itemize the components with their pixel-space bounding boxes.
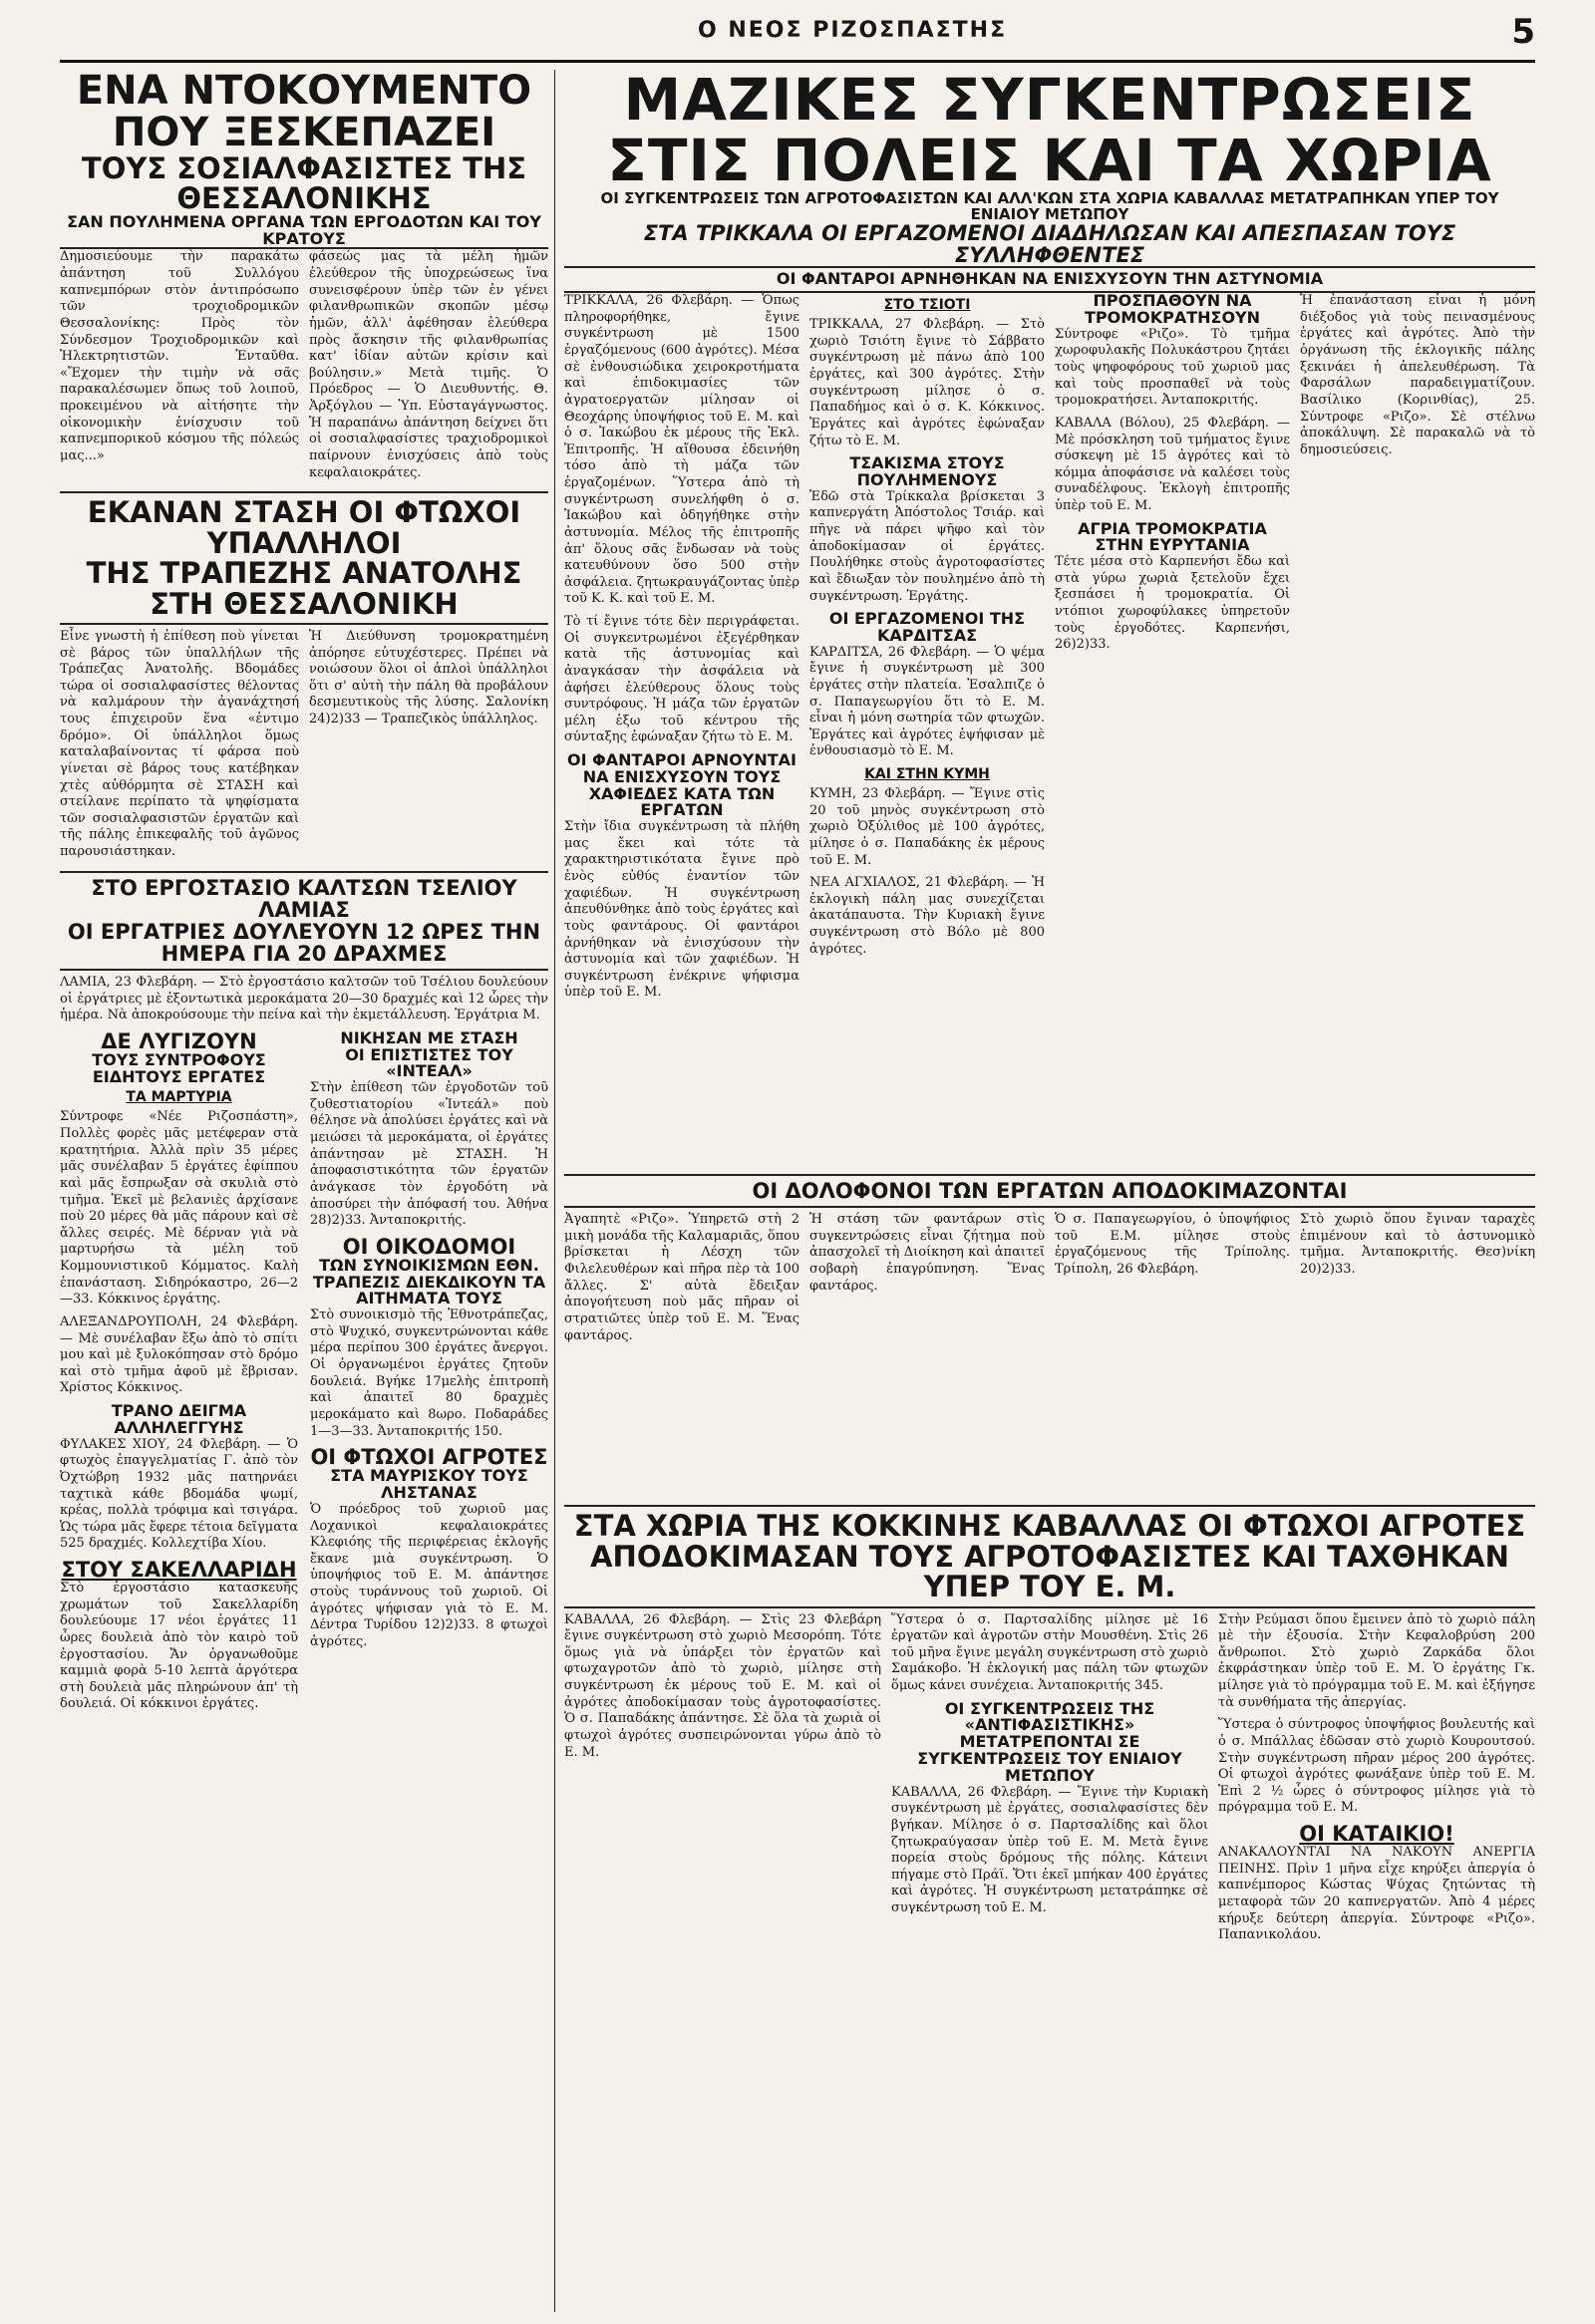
murderers-section: [564, 1212, 1535, 1501]
headline-soldiers-refused: ΟΙ ΦΑΝΤΑΡΟΙ ΑΡΝΗΘΗΚΑΝ ΝΑ ΕΝΙΣΧΥΣΟΥΝ ΤΗΝ ΑΣΤΥΝΟΜΙΑ: [564, 266, 1535, 293]
article-kymi-body: ΚΥΜΗ, 23 Φλεβάρη. — Ἔγινε στὶς 20 τοῦ μηνὸς συγκέντρωση στὸ χωριὸ Ὀξύλιθος μὲ 100 ἀγρότες, μίλησε ὁ σ. Παπαδάκης ἐκ μέρους τοῦ Ε. Μ.: [809, 786, 1045, 868]
article-sakellaridi-body: Στὸ ἐργοστάσιο κατασκευῆς χρωμάτων τοῦ Σακελλαρίδη δουλεύουμε 17 νέοι ἐργάτες 11 ὧρες δουλειὰ ἀπὸ τὸν καιρὸ τοῦ ἐργοστασίου. Ἄν ὀργανωθοῦμε καμμιὰ φορὰ 5-10 λεπτὰ ἀργότερα στὴ δουλειὰ μᾶς πληρώνουν ἀπ' τὴ δουλειά. Οἱ κόκκινοι ἐργάτες.: [60, 1581, 298, 1712]
newspaper-title: Ο ΝΕΟΣ ΡΙΖΟΣΠΑΣΤΗΣ: [698, 18, 1008, 43]
headline-sakellaridi: ΣΤΟΥ ΣΑΚΕΛΛΑΡΙΔΗ: [61, 1558, 297, 1583]
headline-builders: ΟΙ ΟΙΚΟΔΟΜΟΙ: [342, 1234, 516, 1259]
page-number: 5: [1511, 12, 1535, 52]
mid-left-subcolumn: [310, 1027, 548, 1719]
article-kavala-body-3: Στὴν Ρεύμασι ὅπου ἔμεινεν ἀπὸ τὸ χωριὸ πάλη μὲ τὴν ἐξουσία. Στὴν Κεφαλοβρύση 200 ἄνθρωποι. Στὸ χωριὸ Ζαρκάδα ὅλοι ἐκφράστηκαν ὑπὲρ τοῦ Ε. Μ. Ὁ ἐργάτης Γκ. μίλησε γιὰ τὸ πρόγραμμα τοῦ Ε. Μ. καὶ ἐξήγησε τὰ συνθήματα τῆς ἀπεργίας.: [1218, 1611, 1535, 1710]
bank-strike-box: [60, 491, 548, 625]
headline-poor-farmers: ΟΙ ΦΤΩΧΟΙ ΑΓΡΟΤΕΣ: [310, 1445, 548, 1470]
article-evrytania-body: Τέτε μέσα στὸ Καρπενήσι ἔδω καὶ στὰ γύρω χωριὰ ξετελοῦν ἔχει ξεσπάσει ἡ τρομοκρατία. Οἱ ντόπιοι χωροφύλακες ὑπηρετοῦν τοὺς ἐργοδότες. Καρπενήσι, 26)2)33.: [1055, 554, 1290, 653]
article-chios-body: ΦΥΛΑΚΕΣ ΧΙΟΥ, 24 Φλεβάρη. — Ὁ φτωχὸς ἐπαγγελματίας Γ. ἀπὸ τὸν Ὀχτώβρη 1932 μᾶς πατηρνάει ταχτικὰ κάθε βδομάδα ψωμί, κρέας, πολλὰ τρόφιμα καὶ τσιγάρα. Ὡς τώρα μᾶς ἔφερε τέτοια δεῖγματα 525 δραχμές. Κολλεχτίβα Χίου.: [60, 1436, 298, 1552]
article-murderers-body-2: Ἡ στάση τῶν φαντάρων στὶς συγκεντρώσεις εἶναι ζήτημα ποὺ ἀπασχολεῖ τὴ Διοίκηση καὶ ἀπαιτεῖ σοβαρὴ ἐπαγρύπνηση. Ἕνας φαντάρος.: [809, 1212, 1045, 1294]
headline-ideal-workers: ΟΙ ΕΠΙΣΤΙΣΤΕΣ ΤΟΥ «ΙΝΤΕΑΛ»: [345, 1044, 513, 1081]
article-trikala-body: ΤΡΙΚΚΑΛΑ, 26 Φλεβάρη. — Ὁπως πληροφορήθηκε, ἔγινε συγκέντρωση μὲ 1500 ἐργαζόμενους (600 ἀγρότες). Μέσα σὲ ἐνθουσιώδικα χειροκροτήματα καὶ ἐπιδοκιμασίες τῶν ἀγρατοεργατῶν μίλησαν οἱ Θεοχάρης ὑποψήφιος τοῦ Ε. Μ. καὶ ὁ σ. Ἰακώβου ἐκ μέρους τῆς Ἐκλ. Ἐπιτροπῆς. Ἡ αἴθουσα ἐδεινήθη τόσο ἀπὸ τὴ μάζα τῶν ἐργαζομένων. Ὕστερα ἀπὸ τὴ συγκέντρωση συνελήφθη ὁ σ. Ἰακώβου καὶ ὁδηγήθηκε στὴν ἀστυνομία. Μέλος τῆς ἐπιτροπῆς ἀπ' ὅλους σᾶς ἔνδωσαν νὰ τοὺς κατευθύνουν ὅσο 500 στὴν ἀσφάλεια. ζητωκραυγάζοντας ὑπὲρ τοῦ Κ. Κ. καὶ τοῦ Ε. Μ.: [564, 293, 799, 607]
trikala-col-3: [1055, 293, 1290, 1170]
article-tripoli-body: Ὁ σ. Παπαγεωργίου, ὁ ὑποψήφιος τοῦ Ε.Μ. μίλησε στοὺς ἐργαζόμενους τῆς Τρίπολης. Τρίπολη, 26 Φλεβάρη.: [1055, 1212, 1290, 1278]
article-ideal-body: Στὴν ἐπίθεση τῶν ἐργοδοτῶν τοῦ ζυθεστιατορίου «Ἰντεάλ» ποὺ θέλησε νὰ ἀπολύσει ἐργάτες καὶ νὰ μειώσει τὰ μεροκάματα, οἱ ἐργάτες ἀπάντησαν μὲ ΣΤΑΣΗ. Ἡ ἀποφασιστικότητα τῶν ἐργατῶν ἀνάγκασε τὸν ἐργοδότη νὰ ἀποσύρει τὴν ἀπόφασή του. Ἀθήνα 28)2)33. Ἀνταποκριτής.: [310, 1080, 548, 1229]
article-murderers-body: Ἀγαπητὲ «Ριζο». Ὑπηρετῶ στὴ 2 μικὴ μονάδα τῆς Καλαμαριᾶς, ὅπου βρίσκεται ἡ Λέσχη τῶν Φιλελευθέρων καὶ πῆρα πὲρ τὰ 100 ἄλλες. Σ' αὐτὰ ἔδειξαν ἀπογοήτευση ποὺ μᾶς πῆραν οἱ στρατιῶτες ὑπὲρ τοῦ Ε. Μ. Ἕνας φαντάρος.: [564, 1212, 799, 1343]
masthead: [60, 12, 1535, 63]
kavala-col-2: [891, 1612, 1208, 1950]
headline-workers-torture: ΤΟΥΣ ΣΥΝΤΡΟΦΟΥΣ ΕΙΔΗΤΟΥΣ ΕΡΓΑΤΕΣ: [92, 1049, 266, 1086]
kavala-section: [564, 1612, 1535, 1950]
trikala-col-1: [564, 293, 799, 1170]
article-antifascist-body: ΚΑΒΑΛΛΑ, 26 Φλεβάρη. — Ἔγινε τὴν Κυριακὴ συγκέντρωση μὲ ἐργάτες, σοσιαλφασίστες δὲν βγήκαν. Μίλησε ὁ σ. Παρτσαλίδης καὶ ὅλοι ζητωκραύγασαν ὑπὲρ τοῦ Ε. Μ. Μετὰ ἔγινε πορεία στοὺς δρόμους τῆς πόλης. Κάτεινι πήγαμε στὸ Πράϊ. Ὅτι ἐκεῖ μπήκαν 400 ἐργάτες καὶ ἀγρότες. Ἡ συγκέντρωση μετατράπηκε σὲ συγκέντρωση τοῦ Ε. Μ.: [891, 1784, 1208, 1916]
subheading-martyria: ΤΑ ΜΑΡΤΥΡΙΑ: [126, 1089, 232, 1106]
subheading-kymi: ΚΑΙ ΣΤΗΝ ΚΥΜΗ: [864, 766, 990, 783]
headline-antifascist-gatherings: ΟΙ ΣΥΓΚΕΝΤΡΩΣΕΙΣ ΤΗΣ «ΑΝΤΙΦΑΣΙΣΤΙΚΗΣ» ΜΕΤΑΤΡΕΠΟΝΤΑΙ ΣΕ ΣΥΓΚΕΝΤΡΩΣΕΙΣ ΤΟΥ ΕΝΙΑΙΟΥ ΜΕΤΩΠΟΥ: [917, 1698, 1182, 1785]
headline-murderers: ΟΙ ΔΟΛΟΦΟΝΟΙ ΤΩΝ ΕΡΓΑΤΩΝ ΑΠΟΔΟΚΙΜΑΖΟΝΤΑΙ: [752, 1179, 1348, 1204]
headline-bank-anatolis: ΤΗΣ ΤΡΑΠΕΖΗΣ ΑΝΑΤΟΛΗΣ ΣΤΗ ΘΕΣΣΑΛΟΝΙΚΗ: [86, 556, 522, 621]
article-karditsa-body: ΚΑΡΔΙΤΣΑ, 26 Φλεβάρη. — Ὁ ψέμα ἔγινε ἡ συγκέντρωση μὲ 300 ἐργάτες στὴν πλατεία. Ἐσαλπιζε ὁ σ. Παπαγεωργίου ὅτι τὸ Ε. Μ. εἶναι ἡ μόνη σωτηρία τῶν φτωχῶν. Ἐργάτες καὶ ἀγρότες ἐψήφισαν μὲ ἐνθουσιασμὸ τὸ Ε. Μ.: [809, 644, 1045, 759]
headline-mass-gatherings: ΜΑΖΙΚΕΣ ΣΥΓΚΕΝΤΡΩΣΕΙΣ ΣΤΙΣ ΠΟΛΕΙΣ ΚΑΙ ΤΑ ΧΩΡΙΑ: [607, 70, 1492, 194]
article-bank-body: Εἶνε γνωστὴ ἡ ἐπίθεση ποὺ γίνεται σὲ βάρος τῶν ὑπαλλήλων τῆς Τράπεζας Ἀνατολῆς. Βδομάδες τώρα οἱ σοσιαλφασίστες θέλοντας νὰ καλμάρουν τὴν ἀγανάχτησή τους ἐπιχειροῦν ἕνα «ἐντιμο δρόμο». Οἱ ὑπάλληλοι ὅμως καταλαβαίνοντας τί φάρσα ποὺ γίνεται σὲ βάρος τους κατέβηκαν χτὲς αὐθόρμητα σὲ ΣΤΑΣΗ καὶ στείλανε περίπατο τὰ ψηφίσματα τῶν σοσιαλφασιστῶν ἐργατῶν καὶ τῆς πάλης ἐπικεφαλῆς τοῦ ἀγῶνος παρουσιάστηκαν.: [60, 628, 299, 860]
article-agchialos-body: ΝΕΑ ΑΓΧΙΑΛΟΣ, 21 Φλεβάρη. — Ἡ ἐκλογικὴ πάλη μας συνεχίζεται ἀκατάπαυστα. Τὴν Κυριακὴ ἔγινε συγκέντρωση στὸ Βόλο μὲ 800 ἀγρότες.: [809, 875, 1045, 957]
red-kavala-box: [564, 1505, 1535, 1607]
headline-soldiers-refuse-spies: ΟΙ ΦΑΝΤΑΡΟΙ ΑΡΝΟΥΝΤΑΙ ΝΑ ΕΝΙΣΧΥΣΟΥΝ ΤΟΥΣ ΧΑΦΙΕΔΕΣ ΚΑΤΑ ΤΩΝ ΕΡΓΑΤΩΝ: [567, 750, 797, 820]
stocking-factory-box: [60, 871, 548, 971]
kavala-col-3: [1218, 1612, 1535, 1950]
article-terrorize-body: Σύντροφε «Ριζο». Τὸ τμῆμα χωροφυλακῆς Πολυκάστρου ζητάει τοὺς ψηφοφόρους τοῦ χωριοῦ μας καὶ τοὺς προσπαθεῖ νὰ τοὺς τρομοκρατήσει. Ἀνταποκριτής.: [1055, 326, 1290, 409]
trikala-col-2: [809, 293, 1045, 1170]
article-kavala-body: ΚΑΒΑΛΛΑ, 26 Φλεβάρη. — Στὶς 23 Φλεβάρη ἔγινε συγκέντρωση στὸ χωριὸ Μεσορόπη. Τότε ὅμως γιὰ νὰ ὑπάρξει τὸν ἐργατῶν καὶ φτωχαγροτῶν ἀπὸ τὸ χωριὸ, μίλησε στὴ συγκέντρωση ἐκ μέρους τοῦ Ε. Μ. καὶ οἱ ἀγρότες ἀποδοκίμασαν τοὺς ἀγροτοφασίστες. Ὁ σ. Παπαδάκης ἀπάντησε. Σὲ ὅλα τὰ χωριὰ οἱ φτωχοὶ ἀγρότες συσπειρώνονται γύρω ἀπὸ τὸ Ε. Μ.: [564, 1611, 881, 1760]
article-trikala-body-2: Τὸ τί ἔγινε τότε δὲν περιγράφεται. Οἱ συγκεντρωμένοι ἐξεγέρθηκαν κατὰ τῆς ἀστυνομίας καὶ ἀναγκάσαν τὴν ἀσφάλεια νὰ ἀφήσει ἐλεύθερους ὅλους τοὺς συντρόφους. Ἡ μάζα τῶν ἐργατῶν μέλη ἐξω τοῦ κέντρου τῆς σύνταξης ἐφώναξαν ζήτω τὸ Ε. Μ.: [564, 614, 799, 745]
headline-red-kavala: ΣΤΑ ΧΩΡΙΑ ΤΗΣ ΚΟΚΚΙΝΗΣ ΚΑΒΑΛΛΑΣ ΟΙ ΦΤΩΧΟΙ ΑΓΡΟΤΕΣ: [573, 1509, 1526, 1544]
article-lamia-body: ΛΑΜΙΑ, 23 Φλεβάρη. — Στὸ ἐργοστάσιο καλτσῶν τοῦ Τσέλιου δουλεύουν οἱ ἐργάτριες μὲ ἐξοντωτικὰ μεροκάματα 20—30 δραχμές καὶ 12 ὧρες τὴν ἡμέρα. Νὰ ἀποκρούσουμε τὴν πείνα καὶ τὴν ἐκμετάλλευση. Ἐργάτρια Μ.: [60, 974, 548, 1023]
headline-solidarity: ΤΡΑΝΟ ΔΕΙΓΜΑ ΑΛΛΗΛΕΓΓΥΗΣ: [111, 1401, 247, 1437]
article-farmers-body: Ὁ πρόεδρος τοῦ χωριοῦ μας Λοχανικοὶ κεφαλαιοκράτες Κλεφιόης τῆς περιφέρειας ἐκλογῆς ἔκανε μιὰ συγκέντρωση. Ὁ ὑποψήφιος τοῦ Ε. Μ. ἀπάντησε στοὺς τυράννους τοῦ χωριοῦ. Οἱ ἀγρότες ψήφισαν γιὰ τὸ Ε. Μ. Δέντρα Τυρίδου 12)2)33. 8 φτωχοὶ ἀγρότες.: [310, 1501, 548, 1649]
headline-dont-bend: ΔΕ ΛΥΓΙΖΟΥΝ: [101, 1028, 257, 1053]
article-document-body-continued: φάσεώς μας τὰ μέλη ἡμῶν ἐλεύθερον τῆς ὑποχρεώσεως ἵνα συνεισφέρουν ὑπὲρ τῶν ἐν γένει φιλανθρωπικῶν σκοπῶν μέσῳ ἡμῶν, ἀλλ' ἀφέθησαν ἐλεύθερα πρὸς ἄσκησιν τῆς φιλανθρωπίας κατ' ἰδίαν αὐτῶν κρίσιν καὶ βούλησιν.» Μετὰ τιμῆς. Ὁ Πρόεδρος — Ὁ Διευθυντής. Θ. Ἀρξόγλου — Ὑπ. Εὐσταγάγνωστος. Ἡ παραπάνω ἀπάντηση δείχνει ὅτι οἱ σοσιαλφασίστες τραχιοδρομικοὶ παίρνουν ἐνισχύσεις ἀπὸ τοὺς κεφαλαιοκράτες.: [309, 249, 548, 480]
trikala-col-4: [1300, 293, 1535, 1170]
article-tsioti-body: ΤΡΙΚΚΑΛΑ, 27 Φλεβάρη. — Στὸ χωριὸ Τσιότη ἔγινε τὸ Σάββατο συγκέντρωση μὲ πάνω ἀπὸ 100 ἐργάτες, καὶ 300 ἀγρότες. Στὴν συγκέντρωση μίλησε ὁ σ. Παπαδήμος καὶ ὁ σ. Κ. Κόκκινος. Ἐργάτες καὶ ἀγρότες ἐφώναξαν ζήτω τὸ Ε. Μ.: [809, 317, 1045, 448]
article-torture-body: Σύντροφε «Νέε Ριζοσπάστη», Πολλὲς φορὲς μᾶς μετέφεραν στὰ κρατητήρια. Ἀλλὰ πρὶν 35 μέρες μᾶς συνέλαβαν 5 ἐργάτες ἐφίππου καὶ μᾶς ἔσπρωξαν σὰ σκυλιὰ στὸ τμῆμα. Ἐκεῖ μὲ βελανιὲς ἀρχίσανε ποὺ 20 μέρες θὰ μᾶς πάρουν καὶ σὲ ἄλλες σειρές. Μὲ δέρναν γιὰ νὰ μαρτυρήσω τὰ μέλη τοῦ Κομμουνιστικοῦ Κόμματος. Καλὴ ἐπανάσταση. Σιδηρόκαστρο, 26—2—33. Κόκκινος ἐργάτης.: [60, 1109, 298, 1307]
headline-rejected-agrofascists: ΑΠΟΔΟΚΙΜΑΣΑΝ ΤΟΥΣ ΑΓΡΟΤΟΦΑΣΙΣΤΕΣ ΚΑΙ ΤΑΧΘΗΚΑΝ ΥΠΕΡ ΤΟΥ Ε. Μ.: [590, 1539, 1509, 1604]
headline-builders-demands: ΤΩΝ ΣΥΝΟΙΚΙΣΜΩΝ ΕΘΝ. ΤΡΑΠΕΖΙΣ ΔΙΕΚΔΙΚΟΥΝ ΤΑ ΑΙΤΗΜΑΤΑ ΤΟΥΣ: [312, 1255, 546, 1308]
headline-bank-strike: ΕΚΑΝΑΝ ΣΤΑΣΗ ΟΙ ΦΤΩΧΟΙ ΥΠΑΛΛΗΛΟΙ: [87, 495, 521, 560]
article-kavala-volou-body: ΚΑΒΑΛΑ (Βόλου), 25 Φλεβάρη. — Μὲ πρόσκληση τοῦ τμήματος ἔγινε σύσκεψη μὲ 15 ἀγρότες καὶ τὸ κόμμα ἀποφάσισε νὰ καλέσει τοὺς συναδέλφους. Ἐκλογὴ ἐπιτροπῆς ὑπὲρ τοῦ Ε. Μ.: [1055, 415, 1290, 514]
headline-sold-ones: ΤΣΑΚΙΣΜΑ ΣΤΟΥΣ ΠΟΥΛΗΜΕΝΟΥΣ: [849, 453, 1005, 489]
headline-socialfascists: ΤΟΥΣ ΣΟΣΙΑΛΦΑΣΙΣΤΕΣ ΤΗΣ ΘΕΣΣΑΛΟΝΙΚΗΣ: [81, 151, 527, 216]
headline-evrytania: ΑΓΡΙΑ ΤΡΟΜΟΚΡΑΤΙΑ ΣΤΗΝ ΕΥΡΥΤΑΝΙΑ: [1078, 518, 1267, 555]
right-area: [564, 70, 1535, 2312]
headline-trikala-demonstration: ΣΤΑ ΤΡΙΚΚΑΛΑ ΟΙ ΕΡΓΑΖΟΜΕΝΟΙ ΔΙΑΔΗΛΩΣΑΝ ΚΑΙ ΑΠΕΣΠΑΣΑΝ ΤΟΥΣ ΣΥΛΛΗΦΘΕΝΤΕΣ: [643, 221, 1456, 268]
article-farmers-right-body: Ἡ ἐπανάσταση εἶναι ἡ μόνη διέξοδος γιὰ τοὺς πεινασμένους ἐργάτες καὶ ἀγρότες. Ἀπὸ τὴν ὀργάνωση τῆς ἐκλογικῆς πάλης ξεκινάει ἡ ἀπελευθέρωση. Τὰ Φαρσάλων παραδειγματίζουν. Βασίλικο (Κορινθίας), 25. Σύντροφε «Ριζο». Σὲ στέλνω ἀποκάλυψη. Σὲ παρακαλῶ νὰ τὸ δημοσιεύσεις.: [1300, 293, 1535, 457]
murderers-box: [564, 1174, 1535, 1208]
left-column: [60, 70, 548, 2312]
article-soldiers-body: Στὴν ἴδια συγκέντρωση τὰ πλήθη μας ἔκει καὶ τότε τὰ χαρακτηριστικότατα ἔγινε πρὸ ἑνὸς εὐθύς ἐναντίον τῶν χαφιέδων. Ἡ συγκέντρωση ἀπευθύνθηκε ἀπὸ τοὺς ἐργάτες καὶ τοὺς φαντάρους. Οἱ φαντάροι ἀρνήθηκαν νὰ ἐνισχύσουν τὴν ἀστυνομία καὶ τῶν χαφιέδων. Ἡ συγκέντρωση ἐνέκρινε ψήφισμα ὑπὲρ τοῦ Ε. Μ.: [564, 819, 799, 1001]
headline-won-with-strike: ΝΙΚΗΣΑΝ ΜΕ ΣΤΑΣΗ: [340, 1027, 518, 1047]
headline-document: ΕΝΑ ΝΤΟΚΟΥΜΕΝΤΟ ΠΟΥ ΞΕΣΚΕΠΑΖΕΙ: [76, 70, 532, 155]
article-kavala-body-4: Ὕστερα ὁ σύντροφος ὑποψήφιος βουλευτής καὶ ὁ σ. Μπάλλας ἐδῶσαν στὸ χωριὸ Κουρουτσού. Στὴν συγκέντρωση πῆραν μέρος 200 ἀγρότες. Οἱ φτωχοὶ ἀγρότες φωνάξανε ὑπὲρ τοῦ Ε. Μ. Ἐπὶ 2 ½ ὧρες ὁ σύντροφος μίλησε γιὰ τὸ πρόγραμμα τοῦ Ε. Μ.: [1218, 1717, 1535, 1816]
trikala-section: [564, 293, 1535, 1170]
left-subcolumn: [60, 1030, 298, 1719]
article-document-body: Δημοσιεύουμε τὴν παρακάτω ἀπάντηση τοῦ Συλλόγου καπνεμπόρων στὸν ἀντιπρόσωπο τῶν τροχιοδρομικῶν Θεσσαλονίκης: Πρὸς τὸν Σύνδεσμον Τροχιοδρομικῶν καὶ Ἠλεκτρητιστῶν. Ἐνταῦθα. «Ἔχομεν τὴν τιμὴν νὰ σᾶς παρακαλέσωμεν ὅπως τοῦ λοιποῦ, προκειμένου νὰ αἰτήσητε τὴν οἰκονομικὴν ἐνίσχυσιν τοῦ καπνεμπορικοῦ κόσμου τῆς πόλεώς μας...»: [60, 249, 299, 463]
column-rule: [554, 70, 555, 2312]
headline-karditsa: ΟΙ ΕΡΓΑΖΟΜΕΝΟΙ ΤΗΣ ΚΑΡΔΙΤΣΑΣ: [828, 609, 1026, 645]
article-kavala-body-2: Ὕστερα ὁ σ. Παρτσαλίδης μίλησε μὲ 16 ἐργατῶν καὶ ἀγροτῶν στὴν Μουσθένη. Στὶς 26 τοῦ μῆνα ἔγινε μεγάλη συγκέντρωση στὸ χωριὸ Σαμάκοβο. Ἡ ἐκλογική μας πάλη τῶν φτωχῶν ὅμως κάνει συνέχεια. Ἀνταποκριτής 345.: [891, 1611, 1208, 1694]
subheading-tsioti: ΣΤΟ ΤΣΙΟΤΙ: [883, 297, 971, 314]
headline-mavriskou: ΣΤΑ ΜΑΥΡΙΣΚΟΥ ΤΟΥΣ ΛΗΣΤΑΝΑΣ: [330, 1466, 528, 1503]
headline-workers-12-hours: ΟΙ ΕΡΓΑΤΡΙΕΣ ΔΟΥΛΕΥΟΥΝ 12 ΩΡΕΣ ΤΗΝ ΗΜΕΡΑ ΓΙΑ 20 ΔΡΑΧΜΕΣ: [67, 919, 541, 966]
article-alexandroupoli-body: ΑΛΕΞΑΝΔΡΟΥΠΟΛΗ, 24 Φλεβάρη. — Μὲ συνέλαβαν ἔξω ἀπὸ τὸ σπίτι μου καὶ μὲ ξυλοκόπησαν στὸ δρόμο καὶ στὸ τμῆμα ἀφοῦ μὲ ἔβρισαν. Χρίστος Κόκκινος.: [60, 1313, 298, 1396]
headline-terrorize: ΠΡΟΣΠΑΘΟΥΝ ΝΑ ΤΡΟΜΟΚΡΑΤΗΣΟΥΝ: [1084, 293, 1261, 327]
headline-katakio: ΟΙ ΚΑΤΑΙΚΙΟ!: [1299, 1822, 1454, 1847]
article-katakio-body: ΑΝΑΚΑΛΟΥΝΤΑΙ ΝΑ ΝΑΚΟΥΝ ΑΝΕΡΓΙΑ ΠΕΙΝΗΣ. Πρὶν 1 μῆνα εἶχε κηρύξει ἀπεργία ὁ καπνέμπορος Κώστας Ψύχας ζητώντας τὴ μεταφορὰ τῶν 20 καπνεργατῶν. Ἀπὸ 4 μέρες κήρυξε δεύτερη ἀπεργία. Σύντροφε «Ριζο». Παπανικολάου.: [1218, 1845, 1535, 1943]
headline-stocking-factory: ΣΤΟ ΕΡΓΟΣΤΑΣΙΟ ΚΑΛΤΣΩΝ ΤΣΕΛΙΟΥ ΛΑΜΙΑΣ: [91, 875, 517, 922]
article-thessaloniki-body: Στὸ χωριὸ ὅπου ἔγιναν ταραχὲς ἐπιμένουν καὶ τὸ ἀστυνομικὸ τμῆμα. Ἀνταποκριτής. Θεσ)νίκη 20)2)33.: [1300, 1212, 1535, 1278]
article-bank-body-continued: Ἡ Διεύθυνση τρομοκρατημένη ἀπόρησε εὐτυχέστερες. Πρέπει νὰ νοιώσουν ὅλοι οἱ ἀπλοὶ ὑπάλληλοι ὅτι σ' αὐτὴ τὴν πάλη θὰ προβάλουν δεσμευτικοὺς τῆς λύσης. Σαλονίκη 24)2)33 — Τραπεζικὸς ὑπάλληλος.: [309, 628, 548, 727]
headline-kavala-villages: ΟΙ ΣΥΓΚΕΝΤΡΩΣΕΙΣ ΤΩΝ ΑΓΡΟΤΟΦΑΣΙΣΤΩΝ ΚΑΙ ΑΛΛ'ΚΩΝ ΣΤΑ ΧΩΡΙΑ ΚΑΒΑΛΛΑΣ ΜΕΤΑΤΡΑΠΗΚΑΝ ΥΠΕΡ ΤΟΥ ΕΝΙΑΙΟΥ ΜΕΤΩΠΟΥ: [600, 188, 1499, 223]
article-sold-ones-body: Ἐδῶ στὰ Τρίκκαλα βρίσκεται 3 καπνεργάτη Ἀπόστολος Τσιάρ. καὶ πῆγε νὰ πάρει ψῆφο καὶ τὸν ἀποδοκίμασαν οἱ ἐργάτες. Πουλήθηκε στοὺς ἀγροτοφασίστες καὶ ἔδιωξαν τὸν πουλημένο ἀπὸ τὴ συγκέντρωση. Ἐργάτης.: [809, 488, 1045, 604]
kavala-col-1: [564, 1612, 881, 1950]
headline-sold-organs: ΣΑΝ ΠΟΥΛΗΜΕΝΑ ΟΡΓΑΝΑ ΤΩΝ ΕΡΓΟΔΟΤΩΝ ΚΑΙ ΤΟΥ ΚΡΑΤΟΥΣ: [60, 214, 548, 250]
article-builders-body: Στὸ συνοικισμὸ τῆς Ἐθνοτράπεζας, στὸ Ψυχικό, συγκεντρώνονται κάθε μέρα περίπου 300 ἐργάτες ἄνεργοι. Οἱ ὀργανωμένοι ἐργάτες ζητοῦν δουλειά. Βγήκε 17μελὴς ἐπιτροπὴ καὶ ἀπαιτεῖ 80 δραχμὲς μεροκάματο καὶ 8ωρο. Ποδαράδες 1—3—33. Ἀνταποκριτής 150.: [310, 1307, 548, 1439]
